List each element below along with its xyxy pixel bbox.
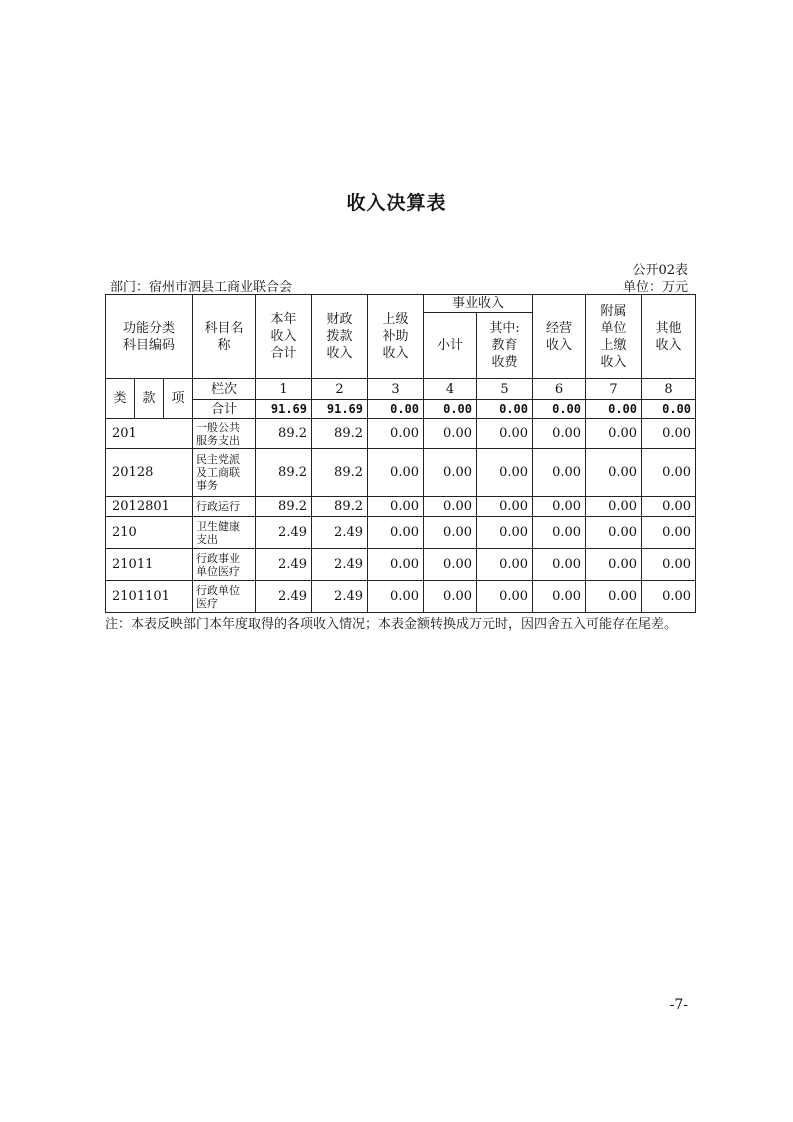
cell-value: 0.00 — [642, 419, 696, 449]
table-row — [106, 581, 696, 613]
cell-value: 0.00 — [477, 581, 533, 613]
cell-value: 2.49 — [256, 517, 312, 549]
subject-name: 一般公共 服务支出 — [193, 419, 256, 449]
subject-name: 行政事业 单位医疗 — [193, 549, 256, 581]
cell-value: 89.2 — [312, 449, 368, 497]
cell-value: 0.00 — [424, 549, 477, 581]
cell-value: 0.00 — [533, 581, 586, 613]
cell-value: 0.00 — [642, 517, 696, 549]
total-value: 0.00 — [368, 400, 424, 419]
cell-value: 0.00 — [642, 581, 696, 613]
col-number: 5 — [477, 379, 533, 400]
header-year-total: 本年 收入 合计 — [256, 295, 312, 379]
cell-value: 0.00 — [586, 419, 642, 449]
header-affiliated: 附属 单位 上缴 收入 — [586, 295, 642, 379]
cell-value: 0.00 — [424, 497, 477, 517]
cell-value: 0.00 — [642, 549, 696, 581]
subject-code: 20128 — [106, 449, 193, 497]
cell-value: 89.2 — [312, 497, 368, 517]
subject-name: 行政单位 医疗 — [193, 581, 256, 613]
table-row — [106, 517, 696, 549]
header-superior: 上级 补助 收入 — [368, 295, 424, 379]
total-row — [106, 400, 696, 419]
subject-name: 卫生健康 支出 — [193, 517, 256, 549]
cell-value: 0.00 — [368, 581, 424, 613]
cell-value: 0.00 — [586, 497, 642, 517]
total-value: 91.69 — [256, 400, 312, 419]
cell-value: 0.00 — [477, 497, 533, 517]
cell-value: 89.2 — [256, 449, 312, 497]
table-row — [106, 419, 696, 449]
col-number: 1 — [256, 379, 312, 400]
cell-value: 0.00 — [368, 419, 424, 449]
subject-code: 210 — [106, 517, 193, 549]
cell-value: 0.00 — [477, 549, 533, 581]
cell-value: 0.00 — [368, 549, 424, 581]
header-subtotal: 小计 — [424, 313, 477, 379]
table-note: 注：本表反映部门本年度取得的各项收入情况；本表金额转换成万元时，因四舍五入可能存在尾差。 — [105, 617, 678, 632]
header-subject-name: 科目名 称 — [193, 295, 256, 379]
header-education: 其中: 教育 收费 — [477, 313, 533, 379]
table-row — [106, 549, 696, 581]
cell-value: 0.00 — [533, 497, 586, 517]
cell-value: 0.00 — [586, 449, 642, 497]
col-number: 3 — [368, 379, 424, 400]
subject-code: 2012801 — [106, 497, 193, 517]
header-fiscal: 财政 拨款 收入 — [312, 295, 368, 379]
subject-code: 21011 — [106, 549, 193, 581]
cell-value: 89.2 — [312, 419, 368, 449]
total-label: 合计 — [193, 400, 256, 419]
header-business-income: 事业收入 — [424, 295, 533, 313]
cell-value: 0.00 — [642, 497, 696, 517]
header-lei: 类 — [106, 379, 135, 419]
form-number: 公开02表 — [632, 263, 688, 278]
cell-value: 0.00 — [424, 419, 477, 449]
cell-value: 0.00 — [424, 581, 477, 613]
header-kuan: 款 — [135, 379, 164, 419]
header-xiang: 项 — [164, 379, 193, 419]
cell-value: 0.00 — [533, 517, 586, 549]
cell-value: 0.00 — [368, 449, 424, 497]
cell-value: 0.00 — [586, 549, 642, 581]
cell-value: 2.49 — [312, 549, 368, 581]
cell-value: 89.2 — [256, 419, 312, 449]
page-title: 收入决算表 — [346, 192, 447, 214]
cell-value: 0.00 — [586, 581, 642, 613]
total-value: 0.00 — [533, 400, 586, 419]
header-lanci: 栏次 — [193, 379, 256, 400]
cell-value: 0.00 — [533, 549, 586, 581]
total-value: 91.69 — [312, 400, 368, 419]
header-other: 其他 收入 — [642, 295, 696, 379]
department-label: 部门：宿州市泗县工商业联合会 — [110, 280, 293, 295]
cell-value: 0.00 — [533, 419, 586, 449]
header-row-1 — [106, 295, 696, 313]
header-func-code: 功能分类 科目编码 — [106, 295, 193, 379]
cell-value: 0.00 — [533, 449, 586, 497]
table-row — [106, 497, 696, 517]
cell-value: 2.49 — [312, 517, 368, 549]
cell-value: 2.49 — [256, 581, 312, 613]
cell-value: 0.00 — [424, 517, 477, 549]
subject-name: 民主党派 及工商联 事务 — [193, 449, 256, 497]
column-number-row — [106, 379, 696, 400]
total-value: 0.00 — [642, 400, 696, 419]
col-number: 2 — [312, 379, 368, 400]
cell-value: 0.00 — [477, 419, 533, 449]
total-value: 0.00 — [586, 400, 642, 419]
col-number: 7 — [586, 379, 642, 400]
table-row — [106, 449, 696, 497]
header-operating: 经营 收入 — [533, 295, 586, 379]
cell-value: 0.00 — [368, 497, 424, 517]
col-number: 6 — [533, 379, 586, 400]
col-number: 4 — [424, 379, 477, 400]
col-number: 8 — [642, 379, 696, 400]
unit-label: 单位：万元 — [622, 280, 688, 295]
cell-value: 0.00 — [368, 517, 424, 549]
total-value: 0.00 — [477, 400, 533, 419]
cell-value: 0.00 — [424, 449, 477, 497]
income-table — [105, 294, 696, 613]
subject-name: 行政运行 — [193, 497, 256, 517]
cell-value: 0.00 — [477, 449, 533, 497]
page-number: -7- — [669, 997, 688, 1013]
cell-value: 0.00 — [586, 517, 642, 549]
subject-code: 201 — [106, 419, 193, 449]
cell-value: 2.49 — [256, 549, 312, 581]
cell-value: 0.00 — [642, 449, 696, 497]
cell-value: 2.49 — [312, 581, 368, 613]
cell-value: 0.00 — [477, 517, 533, 549]
total-value: 0.00 — [424, 400, 477, 419]
subject-code: 2101101 — [106, 581, 193, 613]
cell-value: 89.2 — [256, 497, 312, 517]
